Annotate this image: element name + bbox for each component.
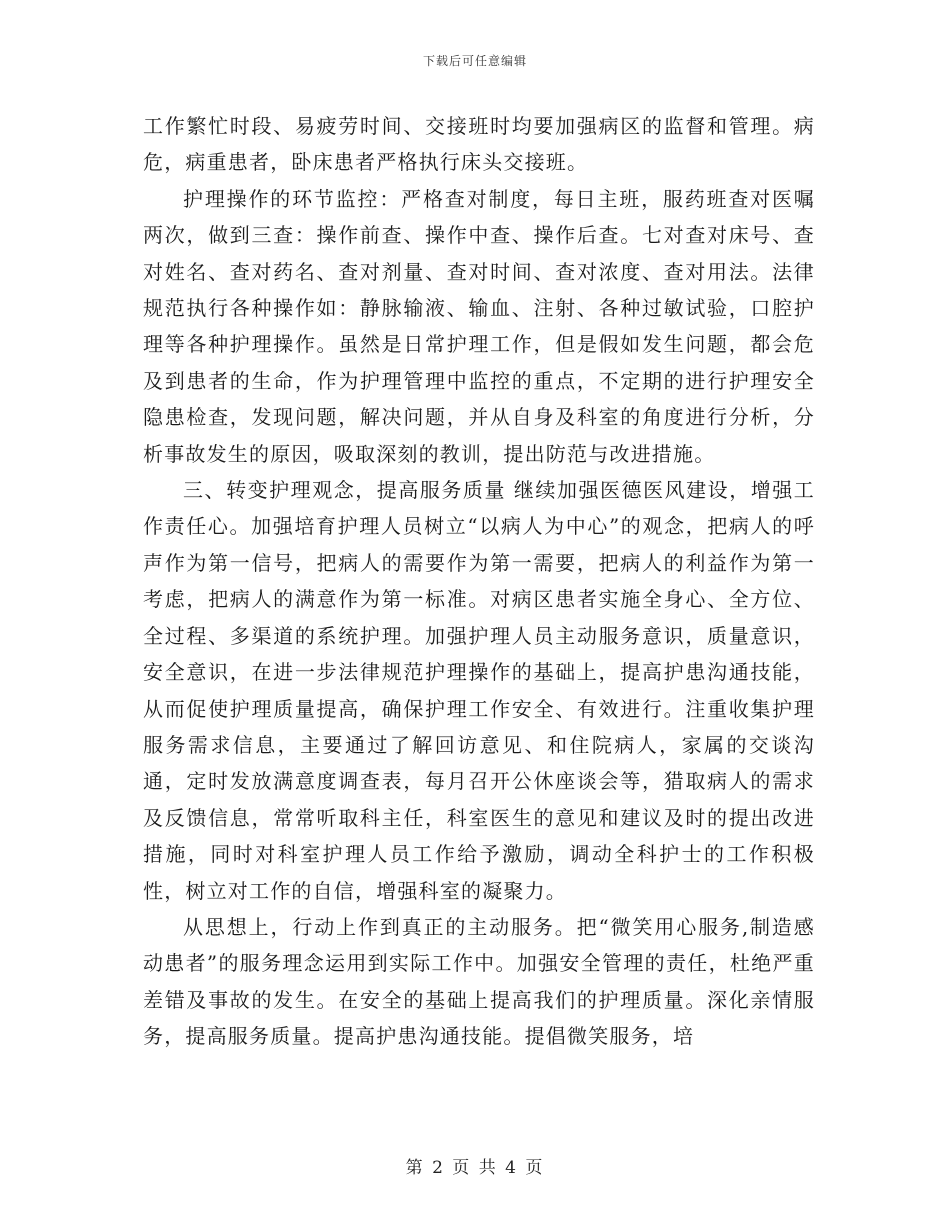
paragraph-1: 工作繁忙时段、易疲劳时间、交接班时均要加强病区的监督和管理。病危，病重患者，卧床患者严格执行床头交接班。 — [143, 114, 815, 175]
page-header: 下载后可任意编辑 — [422, 54, 527, 68]
page-footer: 第 2 页 共 4 页 — [405, 1158, 545, 1178]
paragraph-3: 三、转变护理观念，提高服务质量 继续加强医德医风建设，增强工作责任心。加强培育护理人员树立“以病人为中心”的观念，把病人的呼声作为第一信号，把病人的需要作为第一需要，把病人的利益作为第一考虑，把病人的满意作为第一标准。对病区患者实施全身心、全方位、全过程、多渠道的系统护理。加强护理人员主动服务意识，质量意识，安全意识，在进一步法律规范护理操作的基础上，提高护患沟通技能，从而促使护理质量提高，确保护理工作安全、有效进行。注重收集护理服务需求信息，主要通过了解回访意见、和住院病人，家属的交谈沟通，定时发放满意度调查表，每月召开公休座谈会等，猎取病人的需求及反馈信息，常常听取科主任，科室医生的意见和建议及时的提出改进措施，同时对科室护理人员工作给予激励，调动全科护士的工作积极性，树立对工作的自信，增强科室的凝聚力。 — [143, 478, 815, 903]
document-body — [143, 108, 815, 1055]
paragraph-4: 从思想上，行动上作到真正的主动服务。把“微笑用心服务,制造感动患者”的服务理念运用到实际工作中。加强安全管理的责任，杜绝严重差错及事故的发生。在安全的基础上提高我们的护理质量。深化亲情服务，提高服务质量。提高护患沟通技能。提倡微笑服务，培 — [143, 914, 815, 1049]
paragraph-2: 护理操作的环节监控：严格查对制度，每日主班，服药班查对医嘱两次，做到三查：操作前查、操作中查、操作后查。七对查对床号、查对姓名、查对药名、查对剂量、查对时间、查对浓度、查对用法。法律规范执行各种操作如：静脉输液、输血、注射、各种过敏试验，口腔护理等各种护理操作。虽然是日常护理工作，但是假如发生问题，都会危及到患者的生命，作为护理管理中监控的重点，不定期的进行护理安全隐患检查，发现问题，解决问题，并从自身及科室的角度进行分析，分析事故发生的原因，吸取深刻的教训，提出防范与改进措施。 — [143, 186, 815, 466]
